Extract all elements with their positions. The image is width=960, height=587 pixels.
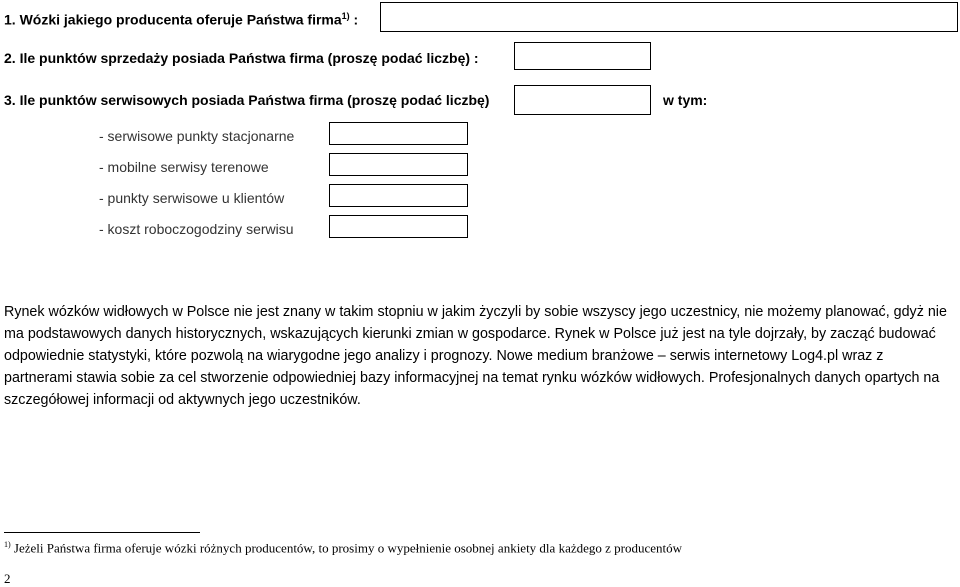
sub-item-client: - punkty serwisowe u klientów bbox=[99, 190, 285, 206]
footnote bbox=[4, 540, 682, 556]
question-2-text: Ile punktów sprzedaży posiada Państwa firma (proszę podać liczbę) : bbox=[19, 50, 479, 66]
sub-item-hourly-cost: - koszt roboczogodziny serwisu bbox=[99, 221, 294, 237]
question-3-text: Ile punktów serwisowych posiada Państwa firma (proszę podać liczbę) bbox=[19, 92, 490, 108]
stationary-points-input[interactable] bbox=[329, 122, 468, 145]
client-points-input[interactable] bbox=[329, 184, 468, 207]
question-2-number: 2. bbox=[4, 50, 16, 66]
question-3 bbox=[4, 91, 489, 109]
mobile-services-input[interactable] bbox=[329, 153, 468, 176]
intro-paragraph: Rynek wózków widłowych w Polsce nie jest znany w takim stopniu w jakim życzyli by sobie wszyscy jego uczestnicy, nie możemy planować, gdyż nie ma podstawowych danych historycznych, wskazujących kierunki zmian w gospodarce. Rynek w Polsce już jest na tyle dojrzały, by zacząć budować odpowiednie statystyki, które pozwolą na wiarygodne jego analizy i prognozy. Nowe medium branżowe – serwis internetowy Log4.pl wraz z partnerami stawia sobie za cel stworzenie odpowiedniej bazy informacyjnej na temat rynku wózków widłowych. Profesjonalnych danych opartych na szczegółowej informacji od aktywnych jego uczestników. bbox=[4, 304, 947, 408]
including-label: w tym: bbox=[663, 92, 708, 108]
footnote-marker: 1) bbox=[4, 540, 11, 549]
question-1-text: Wózki jakiego producenta oferuje Państwa firma bbox=[19, 11, 342, 28]
footnote-ref: 1) bbox=[341, 11, 350, 21]
page-number: 2 bbox=[4, 571, 11, 586]
question-1 bbox=[4, 7, 358, 29]
footnote-text: Jeżeli Państwa firma oferuje wózki różnych producentów, to prosimy o wypełnienie osobnej ankiety dla każdego z producentów bbox=[10, 540, 683, 556]
question-1-colon: : bbox=[349, 11, 359, 28]
question-3-number: 3. bbox=[4, 92, 16, 108]
manufacturer-input[interactable] bbox=[380, 2, 958, 32]
question-2 bbox=[4, 49, 479, 67]
service-points-input[interactable] bbox=[514, 85, 651, 115]
sales-points-input[interactable] bbox=[514, 42, 651, 70]
footnote-divider bbox=[4, 532, 200, 533]
question-1-number: 1. bbox=[4, 11, 16, 28]
hourly-cost-input[interactable] bbox=[329, 215, 468, 238]
sub-item-mobile: - mobilne serwisy terenowe bbox=[99, 159, 269, 175]
sub-item-stationary: - serwisowe punkty stacjonarne bbox=[99, 128, 295, 144]
